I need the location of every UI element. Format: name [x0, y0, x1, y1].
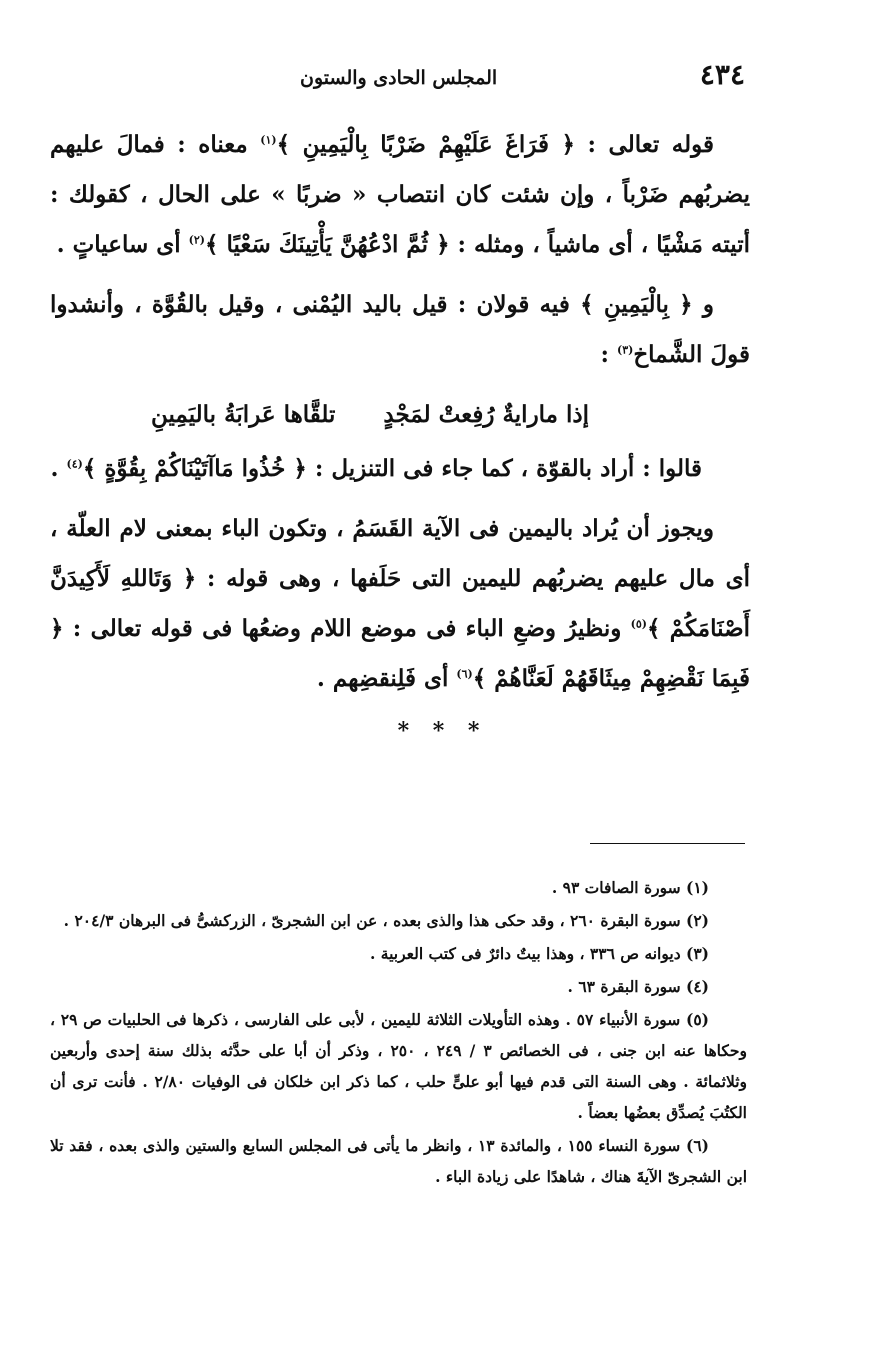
paragraph-1-part-c: أى ساعياتٍ .	[56, 231, 189, 258]
paragraph-4-part-c: أى فَلِنقضِهم .	[316, 665, 457, 692]
footnote-1: (١) سورة الصافات ٩٣ .	[551, 878, 709, 897]
footnote-3: (٣) ديوانه ص ٣٣٦ ، وهذا بيتٌ دائرٌ فى كتب العربية .	[370, 944, 709, 963]
verse-second-hemistich: تلقَّاها عَرابَةُ باليَمِينِ	[150, 401, 336, 428]
footnote-5: (٥) سورة الأنبياء ٥٧ . وهذه التأويلات الثلاثة لليمين ، لأبى على الفارسى ، ذكرها فى الحلبيات ص ٢٩ ، وحكاها عنه ابن جنى ، فى الخصائص ٣ / ٢٤٩ ، ٢٥٠ ، وذكر أن أبا على حدَّثه بذلك سنة إحدى وأربعين وثلاثمائة . وهى السنة التى قدم فيها أبو علىٍّ حلب ، كما ذكر ابن خلكان فى الوفيات ٢/٨٠ . فأنت ترى أن الكتُبَ يُصدِّق بعضُها بعضاً .	[50, 1010, 747, 1122]
footnote-ref-5: (٥)	[630, 617, 647, 631]
footnotes	[50, 872, 747, 1194]
paragraph-1-part-b: معناه : فمالَ عليهم يضربُهم ضَرْباً ، وإن شئت كان انتصاب « ضربًا » على الحال ، كقولك : أتيته مَشْيًا ، أى ماشياً ، ومثله : ﴿ ثُمَّ ادْعُهُنَّ يَأْتِينَكَ سَعْيًا ﴾	[50, 131, 750, 258]
footnote-ref-1: (١)	[260, 133, 277, 147]
paragraph-3	[50, 444, 750, 494]
paragraph-4-part-a: ويجوز أن يُراد باليمين فى الآية القَسَمُ ، وتكون الباء بمعنى لام العلّة ، أى مال عليهم يضربُهم لليمين التى حَلَفها ، وهى قوله : ﴿ وَتَاللهِ لَأَكِيدَنَّ أَصْنَامَكُمْ ﴾	[50, 515, 750, 642]
paragraph-4	[50, 504, 750, 704]
paragraph-4-part-b: ونظيرُ وضعِ الباء فى موضع اللام وضعُها فى قوله تعالى : ﴿ فَبِمَا نَقْضِهِمْ مِيثَاقَهُمْ لَعَنَّاهُمْ ﴾	[50, 615, 750, 692]
footnote-ref-6: (٦)	[456, 667, 473, 681]
footnote-ref-3: (٣)	[616, 343, 634, 357]
footnote-2: (٢) سورة البقرة ٢٦٠ ، وقد حكى هذا والذى بعده ، عن ابن الشجرىّ ، الزركشىُّ فى البرهان ٢٠٤/٣ .	[63, 911, 709, 930]
main-text	[50, 120, 750, 714]
running-title: المجلس الحادى والستون	[300, 67, 498, 89]
footnote-6: (٦) سورة النساء ١٥٥ ، والمائدة ١٣ ، وانظر ما يأتى فى المجلس السابع والستين والذى بعده ، فقد تلا ابن الشجرىّ الآيةَ هناك ، شاهدًا على زيادة الباء .	[50, 1136, 747, 1186]
footnote-ref-4: (٤)	[66, 457, 83, 471]
section-separator: * * *	[397, 718, 488, 744]
footnote-4: (٤) سورة البقرة ٦٣ .	[567, 977, 709, 996]
paragraph-2	[50, 280, 750, 380]
footnote-ref-2: (٢)	[188, 233, 205, 247]
paragraph-2-part-a: و ﴿ بِالْيَمِينِ ﴾ فيه قولان : قيل باليد اليُمْنى ، وقيل بالقُوَّة ، وأنشدوا قولَ الشَّماخ	[50, 291, 750, 368]
verse-first-hemistich: إذا مارايةٌ رُفِعتْ لمَجْدٍ	[383, 401, 590, 428]
paragraph-1-part-a: قوله تعالى : ﴿ فَرَاغَ عَلَيْهِمْ ضَرْبًا بِالْيَمِينِ ﴾	[276, 131, 714, 158]
paragraph-1	[50, 120, 750, 270]
paragraph-3-part-b: .	[50, 455, 67, 482]
footnote-divider	[590, 843, 745, 844]
page-number: ٤٣٤	[699, 58, 745, 91]
poetry-verse	[50, 390, 750, 440]
paragraph-2-part-b: :	[600, 341, 617, 368]
paragraph-3-part-a: قالوا : أراد بالقوّة ، كما جاء فى التنزيل : ﴿ خُذُوا مَاآتَيْنَاكُمْ بِقُوَّةٍ ﴾	[82, 455, 702, 482]
page-header	[300, 58, 745, 94]
